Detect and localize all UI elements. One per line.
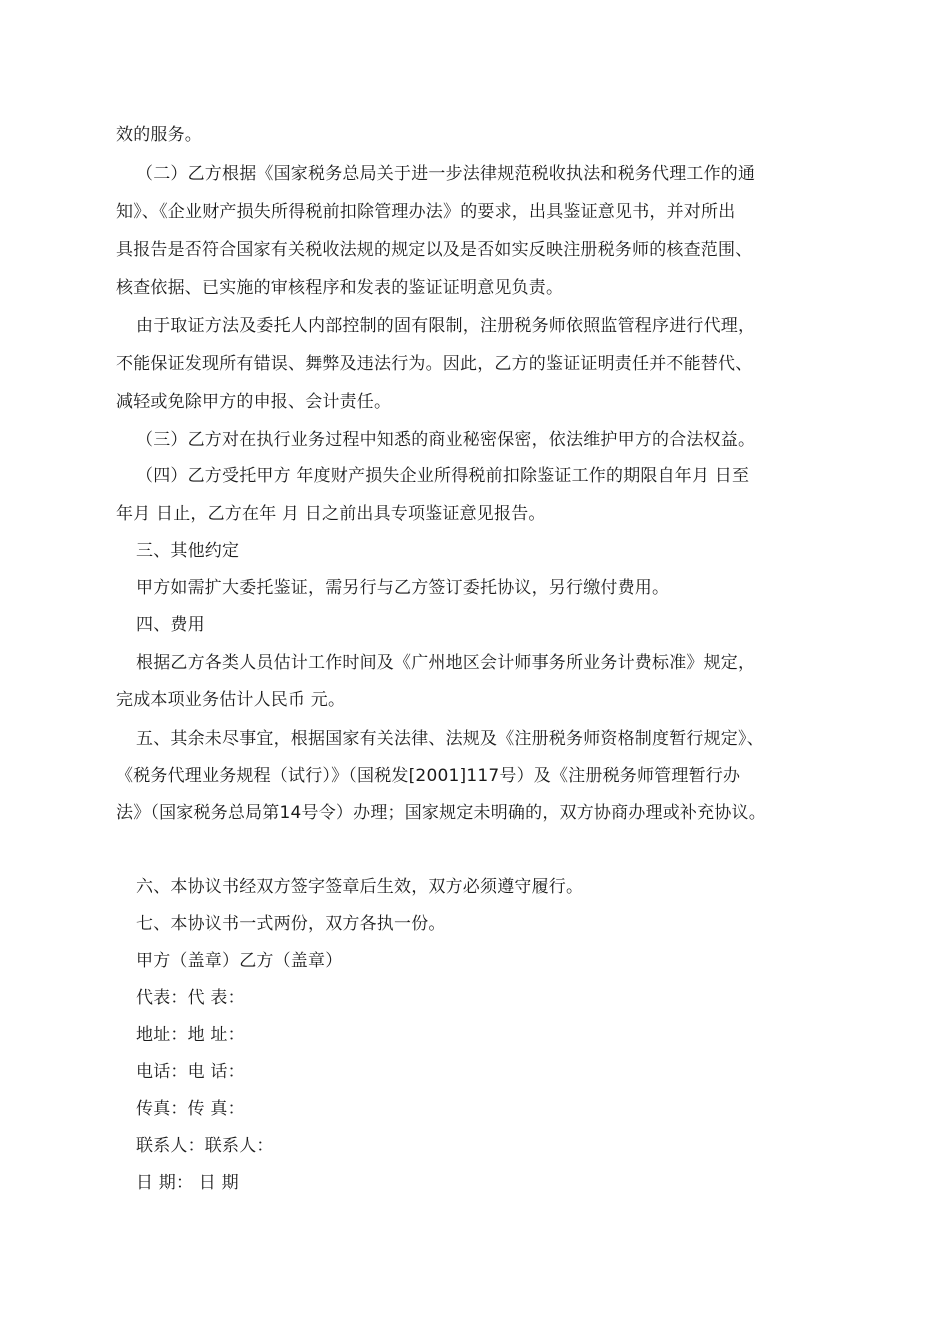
text-line: （二）乙方根据《国家税务总局关于进一步法律规范税收执法和税务代理工作的通: [136, 164, 756, 184]
text-line: 知》、《企业财产损失所得税前扣除管理办法》的要求，出具鉴证意见书，并对所出: [116, 202, 736, 222]
text-line: 五、其余未尽事宜，根据国家有关法律、法规及《注册税务师资格制度暂行规定》、: [136, 729, 764, 749]
text-line: 完成本项业务估计人民币 元。: [116, 690, 346, 710]
text-line: （三）乙方对在执行业务过程中知悉的商业秘密保密，依法维护甲方的合法权益。: [136, 430, 756, 450]
text-line: 由于取证方法及委托人内部控制的固有限制，注册税务师依照监管程序进行代理，: [136, 316, 756, 336]
text-line: 甲方如需扩大委托鉴证，需另行与乙方签订委托协议，另行缴付费用。: [136, 578, 670, 598]
text-line: 不能保证发现所有错误、舞弊及违法行为。因此，乙方的鉴证证明责任并不能替代、: [116, 354, 753, 374]
text-line: 六、本协议书经双方签字签章后生效，双方必须遵守履行。: [136, 877, 584, 897]
text-line: 法》（国家税务总局第14号令）办理；国家规定未明确的，双方协商办理或补充协议。: [116, 803, 766, 823]
signature-field-date: 日 期： 日 期: [136, 1173, 239, 1193]
text-line: （四）乙方受托甲方 年度财产损失企业所得税前扣除鉴证工作的期限自年月 日至: [136, 466, 750, 486]
text-line: 效的服务。: [116, 125, 202, 145]
text-line: 《税务代理业务规程（试行）》（国税发[2001]117号）及《注册税务师管理暂行办: [116, 766, 741, 786]
text-line: 核查依据、已实施的审核程序和发表的鉴证证明意见负责。: [116, 278, 564, 298]
signature-party-label: 甲方（盖章）乙方（盖章）: [136, 951, 343, 971]
text-line: 根据乙方各类人员估计工作时间及《广州地区会计师事务所业务计费标准》规定，: [136, 653, 756, 673]
text-line: 年月 日止，乙方在年 月 日之前出具专项鉴证意见报告。: [116, 504, 546, 524]
signature-field-phone: 电话：电 话：: [136, 1062, 245, 1082]
signature-field-contact: 联系人：联系人：: [136, 1136, 274, 1156]
text-line: 具报告是否符合国家有关税收法规的规定以及是否如实反映注册税务师的核查范围、: [116, 240, 753, 260]
signature-field-address: 地址：地 址：: [136, 1025, 245, 1045]
text-line: 七、本协议书一式两份，双方各执一份。: [136, 914, 446, 934]
signature-field-fax: 传真：传 真：: [136, 1099, 245, 1119]
text-line: 减轻或免除甲方的申报、会计责任。: [116, 392, 392, 412]
section-heading: 四、费用: [136, 615, 205, 635]
section-heading: 三、其他约定: [136, 541, 240, 561]
signature-field-representative: 代表：代 表：: [136, 988, 245, 1008]
